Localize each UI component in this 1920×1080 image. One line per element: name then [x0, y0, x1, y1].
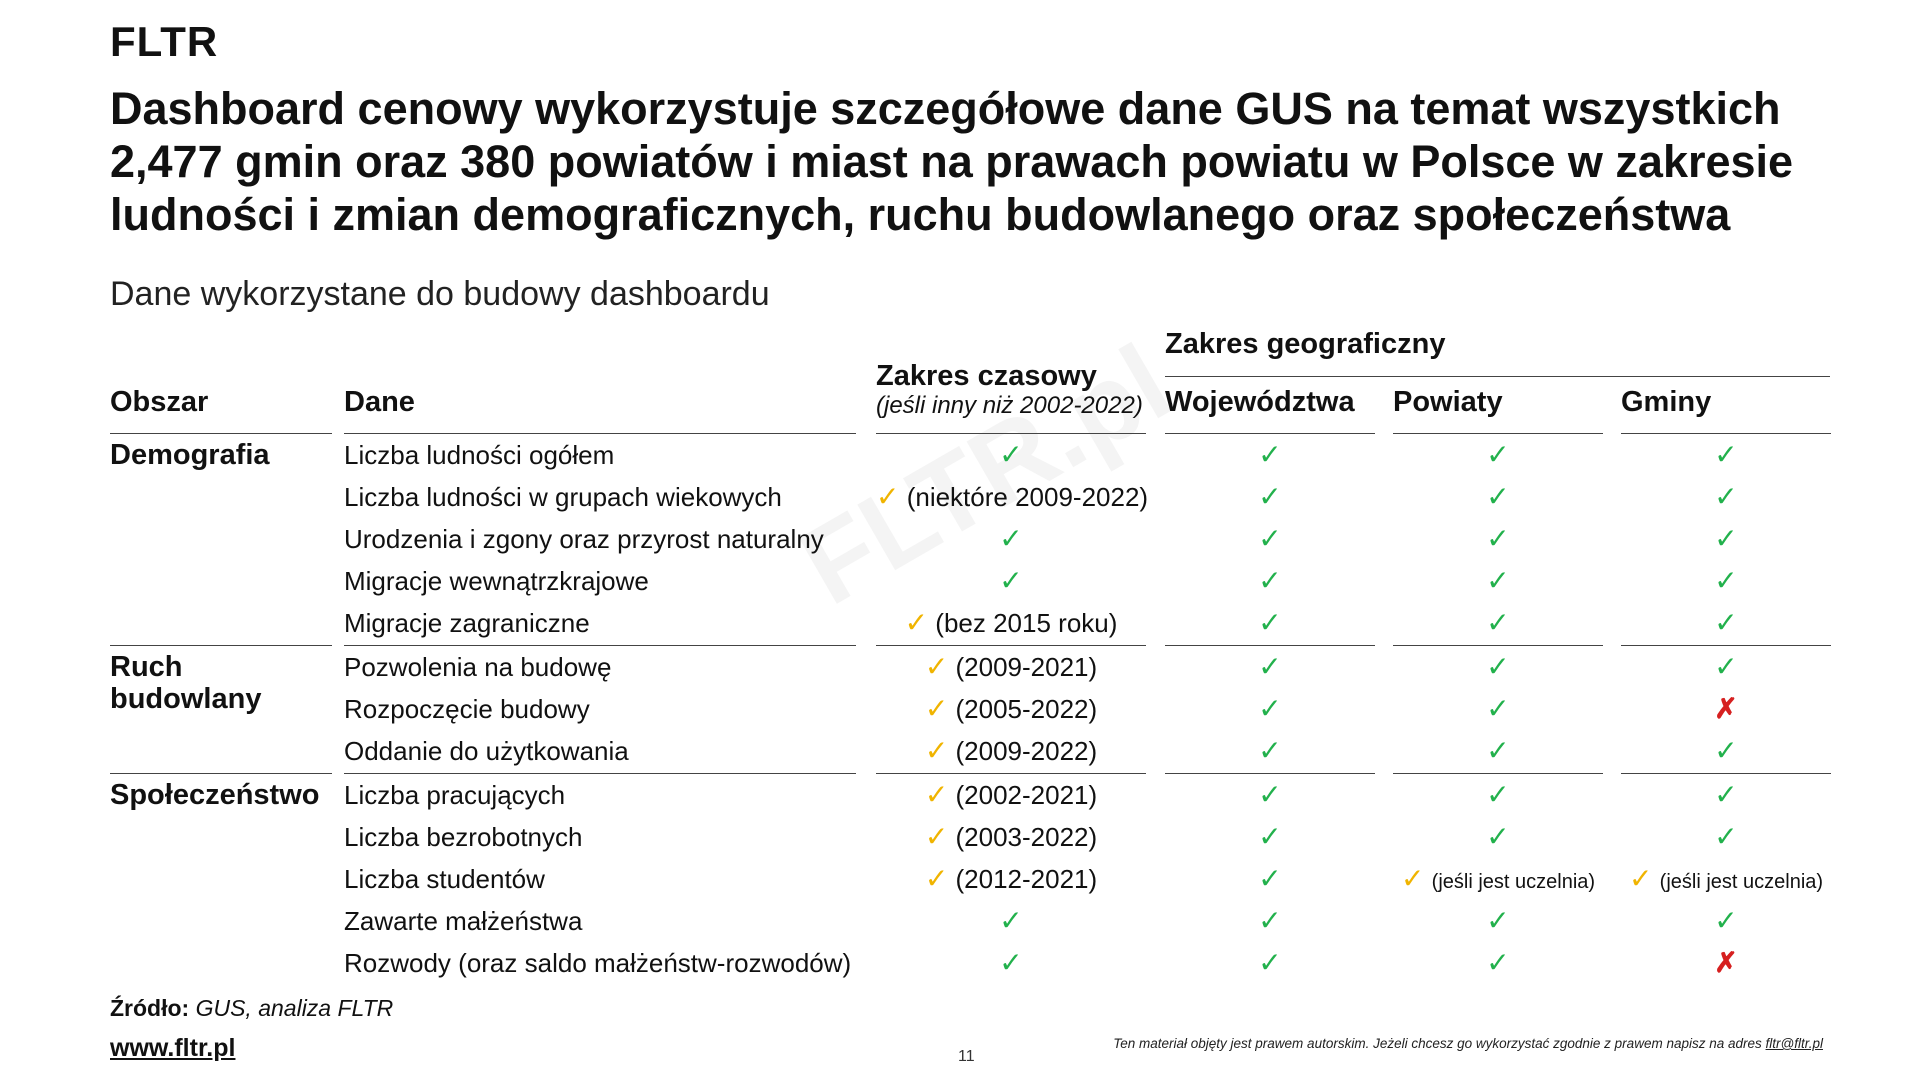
cell-pow: [1393, 816, 1603, 858]
cell-pow: [1393, 942, 1603, 984]
cell-note: (2012-2021): [955, 864, 1098, 894]
header-data: Dane: [344, 386, 415, 418]
check-icon: ✓: [1486, 947, 1510, 978]
cell-gmi: [1621, 730, 1831, 772]
header-time-range: Zakres czasowy: [876, 360, 1097, 392]
row-divider: [110, 645, 332, 646]
header-geo-range: Zakres geograficzny: [1165, 328, 1446, 360]
cell-gmi: [1621, 560, 1831, 602]
cell-voiv: [1165, 518, 1375, 560]
area-label: Społeczeństwo: [110, 779, 320, 811]
cell-voiv: [1165, 774, 1375, 816]
cell-pow: [1393, 858, 1603, 900]
check-icon: ✓: [1486, 693, 1510, 724]
cell-note: (2005-2022): [955, 694, 1098, 724]
partial-check-icon: ✓: [924, 693, 949, 724]
cell-gmi: [1621, 774, 1831, 816]
data-label: Urodzenia i zgony oraz przyrost naturalny: [344, 524, 824, 554]
cell-time: [876, 602, 1146, 644]
data-label: Zawarte małżeństwa: [344, 906, 583, 936]
check-icon: ✓: [1258, 523, 1282, 554]
partial-check-icon: ✓: [1400, 863, 1425, 894]
cell-gmi: [1621, 942, 1831, 984]
cell-gmi: [1621, 816, 1831, 858]
check-icon: ✓: [1486, 523, 1510, 554]
check-icon: ✓: [1486, 481, 1510, 512]
cell-pow: [1393, 774, 1603, 816]
source-text: GUS, analiza FLTR: [195, 995, 394, 1021]
check-icon: ✓: [999, 565, 1023, 596]
cell-voiv: [1165, 900, 1375, 942]
data-label: Liczba bezrobotnych: [344, 822, 583, 852]
cell-time: [876, 942, 1146, 984]
cell-voiv: [1165, 688, 1375, 730]
header-area: Obszar: [110, 386, 209, 418]
partial-check-icon: ✓: [924, 651, 949, 682]
cell-time: [876, 858, 1146, 900]
cell-time: [876, 560, 1146, 602]
cell-gmi: [1621, 646, 1831, 688]
data-label: Rozpoczęcie budowy: [344, 694, 590, 724]
check-icon: ✓: [1258, 481, 1282, 512]
data-label: Rozwody (oraz saldo małżeństw-rozwodów): [344, 948, 852, 978]
data-label: Liczba ludności ogółem: [344, 440, 615, 470]
row-divider: [110, 773, 332, 774]
check-icon: ✓: [1258, 439, 1282, 470]
cell-time: [876, 816, 1146, 858]
check-icon: ✓: [999, 439, 1023, 470]
header-municipalities: Gminy: [1621, 386, 1712, 418]
header-time-range-note: (jeśli inny niż 2002-2022): [876, 392, 1143, 419]
check-icon: ✓: [999, 905, 1023, 936]
cell-time: [876, 900, 1146, 942]
page-number: 11: [958, 1048, 975, 1065]
cell-time: [876, 688, 1146, 730]
cell-note: (jeśli jest uczelnia): [1659, 871, 1824, 893]
check-icon: ✓: [1486, 565, 1510, 596]
check-icon: ✓: [1714, 481, 1738, 512]
check-icon: ✓: [1486, 905, 1510, 936]
check-icon: ✓: [1258, 779, 1282, 810]
cell-note: (bez 2015 roku): [935, 608, 1118, 638]
check-icon: ✓: [1258, 565, 1282, 596]
check-icon: ✓: [1486, 651, 1510, 682]
cell-time: [876, 774, 1146, 816]
partial-check-icon: ✓: [924, 821, 949, 852]
cell-voiv: [1165, 646, 1375, 688]
cell-voiv: [1165, 602, 1375, 644]
data-label: Liczba ludności w grupach wiekowych: [344, 482, 782, 512]
data-label: Pozwolenia na budowę: [344, 652, 612, 682]
partial-check-icon: ✓: [924, 735, 949, 766]
cell-pow: [1393, 518, 1603, 560]
row-divider: [110, 433, 332, 434]
check-icon: ✓: [1258, 735, 1282, 766]
check-icon: ✓: [1714, 821, 1738, 852]
data-label: Oddanie do użytkowania: [344, 736, 629, 766]
cell-gmi: [1621, 900, 1831, 942]
cell-note: (2002-2021): [955, 780, 1098, 810]
cell-voiv: [1165, 858, 1375, 900]
area-label: Demografia: [110, 439, 270, 471]
cell-note: (2003-2022): [955, 822, 1098, 852]
check-icon: ✓: [1486, 439, 1510, 470]
cell-pow: [1393, 434, 1603, 476]
source-label: Źródło:: [110, 995, 190, 1021]
check-icon: ✓: [1486, 735, 1510, 766]
page-subtitle: Dane wykorzystane do budowy dashboardu: [110, 275, 770, 313]
cell-gmi: [1621, 858, 1831, 900]
cell-gmi: [1621, 518, 1831, 560]
cell-pow: [1393, 688, 1603, 730]
data-label: Migracje zagraniczne: [344, 608, 590, 638]
cell-time: [876, 646, 1146, 688]
website-link[interactable]: www.fltr.pl: [110, 1034, 236, 1062]
copyright-notice: [1113, 1036, 1823, 1051]
check-icon: ✓: [1258, 905, 1282, 936]
cell-gmi: [1621, 602, 1831, 644]
check-icon: ✓: [1714, 905, 1738, 936]
cell-voiv: [1165, 560, 1375, 602]
cell-voiv: [1165, 730, 1375, 772]
cell-time: [876, 434, 1146, 476]
cell-gmi: [1621, 688, 1831, 730]
copyright-text: Ten materiał objęty jest prawem autorskim. Jeżeli chcesz go wykorzystać zgodnie z prawem napisz na adres: [1113, 1036, 1762, 1051]
cell-pow: [1393, 560, 1603, 602]
check-icon: ✓: [1486, 821, 1510, 852]
partial-check-icon: ✓: [924, 863, 949, 894]
cell-voiv: [1165, 816, 1375, 858]
fltr-logo: FLTR: [110, 18, 219, 65]
check-icon: ✓: [1714, 607, 1738, 638]
cell-time: [876, 476, 1149, 518]
source-note: [110, 995, 393, 1022]
check-icon: ✓: [1258, 651, 1282, 682]
cell-pow: [1393, 646, 1603, 688]
partial-check-icon: ✓: [1628, 863, 1653, 894]
partial-check-icon: ✓: [924, 779, 949, 810]
check-icon: ✓: [1486, 607, 1510, 638]
check-icon: ✓: [1714, 779, 1738, 810]
data-label: Liczba studentów: [344, 864, 545, 894]
cell-voiv: [1165, 476, 1375, 518]
cell-time: [876, 518, 1146, 560]
cross-icon: ✗: [1714, 947, 1738, 978]
check-icon: ✓: [1258, 821, 1282, 852]
check-icon: ✓: [999, 523, 1023, 554]
check-icon: ✓: [1258, 863, 1282, 894]
copyright-email-link[interactable]: fltr@fltr.pl: [1765, 1036, 1823, 1051]
check-icon: ✓: [1486, 779, 1510, 810]
cell-pow: [1393, 602, 1603, 644]
cell-voiv: [1165, 434, 1375, 476]
area-label: Ruch budowlany: [110, 651, 262, 715]
check-icon: ✓: [1714, 523, 1738, 554]
data-label: Migracje wewnątrzkrajowe: [344, 566, 649, 596]
check-icon: ✓: [1258, 947, 1282, 978]
check-icon: ✓: [1258, 607, 1282, 638]
cell-gmi: [1621, 434, 1831, 476]
cell-note: (niektóre 2009-2022): [906, 482, 1149, 512]
header-voivodeships: Województwa: [1165, 386, 1355, 418]
cell-note: (jeśli jest uczelnia): [1431, 871, 1596, 893]
partial-check-icon: ✓: [904, 607, 929, 638]
check-icon: ✓: [1258, 693, 1282, 724]
cell-gmi: [1621, 476, 1831, 518]
check-icon: ✓: [1714, 735, 1738, 766]
cell-time: [876, 730, 1146, 772]
check-icon: ✓: [1714, 565, 1738, 596]
cross-icon: ✗: [1714, 693, 1738, 724]
cell-pow: [1393, 900, 1603, 942]
cell-note: (2009-2022): [955, 736, 1098, 766]
cell-note: (2009-2021): [955, 652, 1098, 682]
header-counties: Powiaty: [1393, 386, 1503, 418]
check-icon: ✓: [1714, 439, 1738, 470]
cell-pow: [1393, 476, 1603, 518]
data-label: Liczba pracujących: [344, 780, 566, 810]
page-title: Dashboard cenowy wykorzystuje szczegółowe dane GUS na temat wszystkich 2,477 gmin oraz 380 powiatów i miast na prawach powiatu w Polsce w zakresie ludności i zmian demograficznych, ruchu budowlanego oraz społeczeństwa: [110, 83, 1794, 240]
cell-voiv: [1165, 942, 1375, 984]
check-icon: ✓: [999, 947, 1023, 978]
check-icon: ✓: [1714, 651, 1738, 682]
header-geo-divider: [1165, 376, 1830, 377]
cell-pow: [1393, 730, 1603, 772]
partial-check-icon: ✓: [876, 481, 900, 512]
